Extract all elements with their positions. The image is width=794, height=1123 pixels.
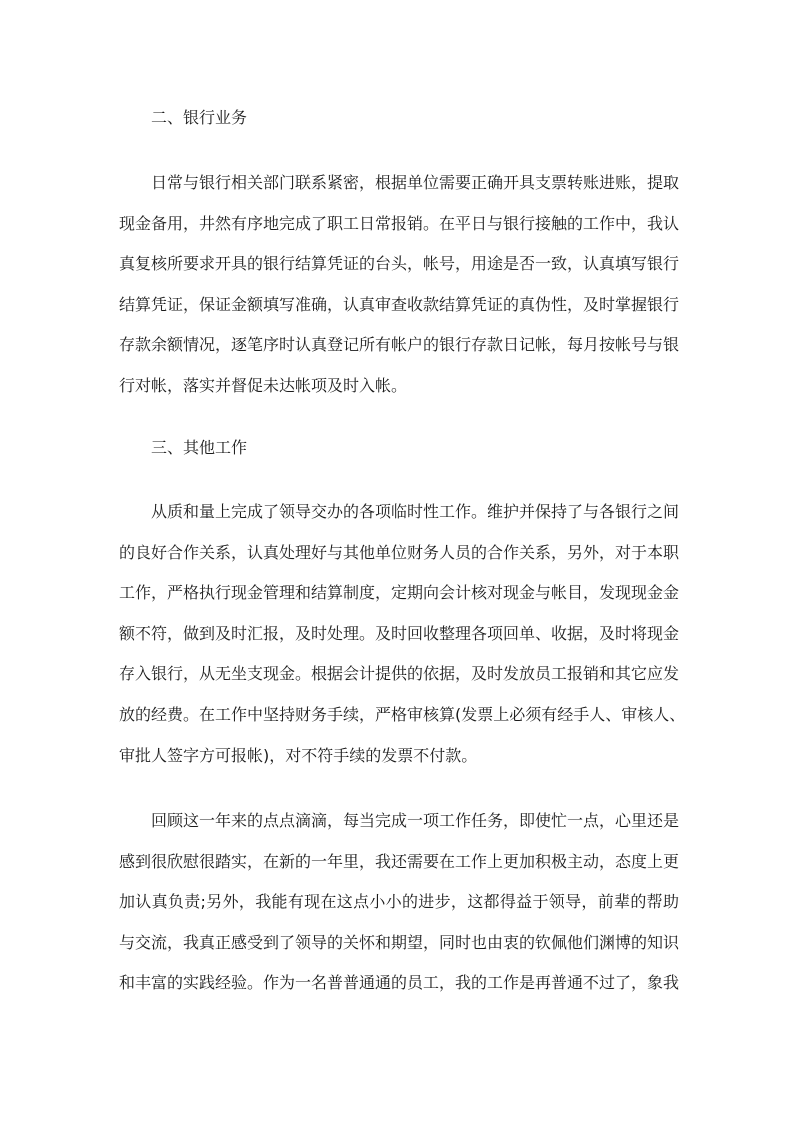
section-heading-bank: 二、银行业务 bbox=[151, 108, 248, 127]
paragraph-line: 审批人签字方可报帐)，对不符手续的发票不付款。 bbox=[119, 746, 478, 765]
paragraph-line: 从质和量上完成了领导交办的各项临时性工作。维护并保持了与各银行之间 bbox=[151, 502, 680, 521]
paragraph-line: 与交流，我真正感受到了领导的关怀和期望，同时也由衷的钦佩他们渊博的知识 bbox=[119, 933, 680, 952]
paragraph-line: 行对帐，落实并督促未达帐项及时入帐。 bbox=[119, 376, 408, 395]
paragraph-line: 和丰富的实践经验。作为一名普普通通的员工，我的工作是再普通不过了，象我 bbox=[119, 973, 680, 992]
paragraph-line: 的良好合作关系，认真处理好与其他单位财务人员的合作关系，另外，对于本职 bbox=[119, 543, 680, 562]
paragraph-line: 加认真负责;另外，我能有现在这点小小的进步，这都得益于领导，前辈的帮助 bbox=[119, 892, 679, 911]
section-heading-other: 三、其他工作 bbox=[151, 438, 248, 457]
paragraph-line: 存款余额情况，逐笔序时认真登记所有帐户的银行存款日记帐，每月按帐号与银 bbox=[119, 335, 680, 354]
paragraph-line: 现金备用，井然有序地完成了职工日常报销。在平日与银行接触的工作中，我认 bbox=[119, 214, 680, 233]
paragraph-line: 存入银行，从无坐支现金。根据会计提供的依据，及时发放员工报销和其它应发 bbox=[119, 664, 680, 683]
paragraph-line: 放的经费。在工作中坚持财务手续，严格审核算(发票上必须有经手人、审核人、 bbox=[119, 705, 686, 724]
paragraph-line: 感到很欣慰很踏实，在新的一年里，我还需要在工作上更加积极主动，态度上更 bbox=[119, 852, 680, 871]
paragraph-line: 日常与银行相关部门联系紧密，根据单位需要正确开具支票转账进账，提取 bbox=[151, 173, 680, 192]
paragraph-line: 真复核所要求开具的银行结算凭证的台头，帐号，用途是否一致，认真填写银行 bbox=[119, 254, 680, 273]
paragraph-line: 结算凭证，保证金额填写准确，认真审查收款结算凭证的真伪性，及时掌握银行 bbox=[119, 295, 680, 314]
paragraph-line: 额不符，做到及时汇报，及时处理。及时回收整理各项回单、收据，及时将现金 bbox=[119, 624, 680, 643]
paragraph-line: 回顾这一年来的点点滴滴，每当完成一项工作任务，即使忙一点，心里还是 bbox=[151, 811, 680, 830]
paragraph-line: 工作，严格执行现金管理和结算制度，定期向会计核对现金与帐目，发现现金金 bbox=[119, 583, 680, 602]
